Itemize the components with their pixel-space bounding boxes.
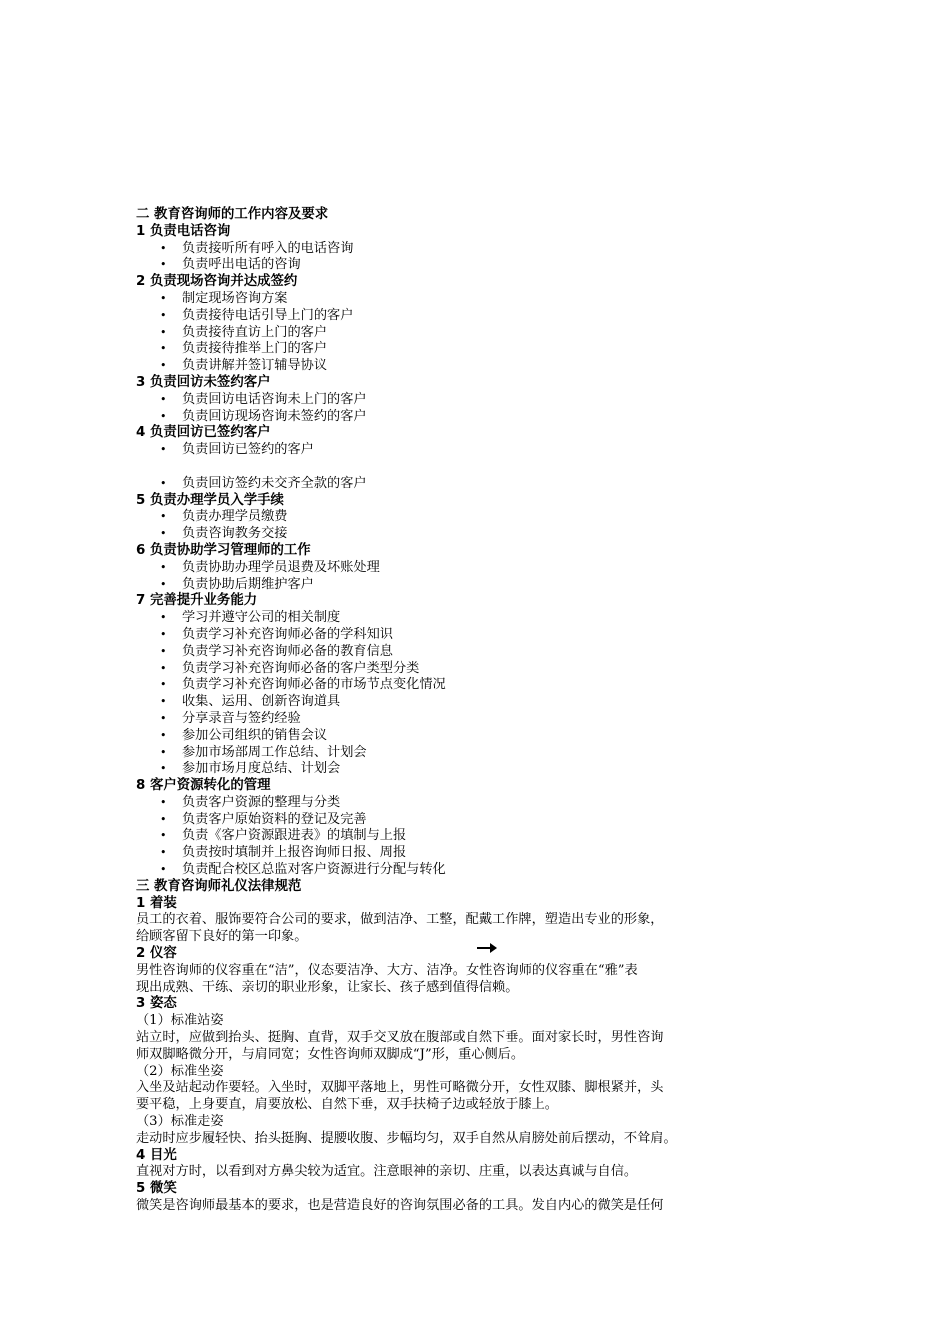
bullet-text: 负责协助办理学员退费及坏账处理 [182, 559, 380, 575]
bullet-icon: • [160, 258, 167, 272]
bullet-item [136, 526, 826, 543]
bullet-text: 参加公司组织的销售会议 [182, 727, 328, 743]
bullet-item [136, 409, 826, 426]
bullet-icon: • [160, 392, 167, 406]
bullet-item [136, 694, 826, 711]
bullet-icon: • [160, 678, 167, 692]
bullet-item [136, 711, 826, 728]
sub-heading: （1）标准站姿 [136, 1013, 224, 1029]
bullet-icon: • [160, 577, 167, 591]
bullet-icon: • [160, 627, 167, 641]
bullet-icon: • [160, 409, 167, 423]
arrow-right-icon [476, 942, 498, 954]
bullet-text: 参加市场部周工作总结、计划会 [182, 744, 367, 760]
bullet-icon: • [160, 510, 167, 524]
bullet-item [136, 661, 826, 678]
bullet-icon: • [160, 325, 167, 339]
bullet-item [136, 560, 826, 577]
group-heading: 8 客户资源转化的管理 [136, 778, 271, 794]
bullet-item [136, 627, 826, 644]
subsection-heading: 5 微笑 [136, 1181, 177, 1197]
paragraph-line: 走动时应步履轻快、抬头挺胸、提腰收腹、步幅均匀，双手自然从肩膀处前后摆动，不耸肩。 [136, 1130, 677, 1146]
bullet-item [136, 795, 826, 812]
bullet-item [136, 728, 826, 745]
bullet-text: 负责回访现场咨询未签约的客户 [182, 408, 367, 424]
bullet-item [136, 677, 826, 694]
blank-line [136, 459, 826, 476]
bullet-item [136, 308, 826, 325]
bullet-text: 分享录音与签约经验 [182, 710, 301, 726]
bullet-text: 负责讲解并签订辅导协议 [182, 358, 328, 374]
bullet-icon: • [160, 846, 167, 860]
paragraph-line: 要平稳，上身要直，肩要放松、自然下垂，双手扶椅子边或轻放于膝上。 [136, 1097, 558, 1113]
bullet-item [136, 241, 826, 258]
bullet-text: 负责咨询教务交接 [182, 526, 288, 542]
bullet-text: 负责客户原始资料的登记及完善 [182, 811, 367, 827]
bullet-icon: • [160, 527, 167, 541]
paragraph-line: 员工的衣着、服饰要符合公司的要求，做到洁净、工整，配戴工作牌，塑造出专业的形象， [136, 912, 664, 928]
bullet-item [136, 509, 826, 526]
subsection-heading: 2 仪容 [136, 946, 177, 962]
bullet-text: 负责学习补充咨询师必备的教育信息 [182, 643, 393, 659]
paragraph-line: 入坐及站起动作要轻。入坐时，双脚平落地上，男性可略微分开，女性双膝、脚根紧并，头 [136, 1080, 664, 1096]
bullet-icon: • [160, 359, 167, 373]
bullet-icon: • [160, 711, 167, 725]
paragraph-line: 师双脚略微分开，与肩同宽；女性咨询师双脚成“J”形，重心侧后。 [136, 1046, 525, 1062]
bullet-text: 负责接听所有呼入的电话咨询 [182, 240, 354, 256]
group-heading: 1 负责电话咨询 [136, 223, 231, 239]
bullet-text: 负责协助后期维护客户 [182, 576, 314, 592]
bullet-icon: • [160, 762, 167, 776]
group-heading: 4 负责回访已签约客户 [136, 425, 271, 441]
bullet-item [136, 392, 826, 409]
bullet-item [136, 291, 826, 308]
bullet-icon: • [160, 476, 167, 490]
section-title: 二 教育咨询师的工作内容及要求 [136, 207, 329, 222]
bullet-item [136, 325, 826, 342]
bullet-text: 负责接待电话引导上门的客户 [182, 307, 354, 323]
subsection-heading: 1 着装 [136, 895, 177, 911]
bullet-icon: • [160, 812, 167, 826]
bullet-text: 负责呼出电话的咨询 [182, 257, 301, 273]
bullet-item [136, 644, 826, 661]
group-heading: 7 完善提升业务能力 [136, 593, 258, 609]
bullet-item [136, 358, 826, 375]
bullet-text: 负责接待直访上门的客户 [182, 324, 328, 340]
paragraph-line: 现出成熟、干练、亲切的职业形象，让家长、孩子感到值得信赖。 [136, 979, 519, 995]
bullet-text: 学习并遵守公司的相关制度 [182, 610, 341, 626]
bullet-icon: • [160, 745, 167, 759]
bullet-icon: • [160, 443, 167, 457]
paragraph-line: 微笑是咨询师最基本的要求，也是营造良好的咨询氛围必备的工具。发自内心的微笑是任何 [136, 1198, 664, 1214]
bullet-icon: • [160, 241, 167, 255]
bullet-text: 负责学习补充咨询师必备的客户类型分类 [182, 660, 420, 676]
bullet-icon: • [160, 291, 167, 305]
section-title: 三 教育咨询师礼仪法律规范 [136, 878, 302, 894]
bullet-icon: • [160, 644, 167, 658]
bullet-item [136, 442, 826, 459]
bullet-text: 负责学习补充咨询师必备的学科知识 [182, 626, 393, 642]
group-heading: 2 负责现场咨询并达成签约 [136, 274, 298, 290]
subsection-heading: 3 姿态 [136, 996, 177, 1012]
bullet-text: 负责配合校区总监对客户资源进行分配与转化 [182, 862, 446, 878]
bullet-text: 负责接待推举上门的客户 [182, 341, 328, 357]
bullet-icon: • [160, 795, 167, 809]
bullet-text: 收集、运用、创新咨询道具 [182, 694, 341, 710]
bullet-text: 负责回访签约未交齐全款的客户 [182, 475, 367, 491]
bullet-text: 制定现场咨询方案 [182, 290, 288, 306]
bullet-text: 负责客户资源的整理与分类 [182, 794, 341, 810]
bullet-icon: • [160, 342, 167, 356]
bullet-item [136, 862, 826, 879]
bullet-item [136, 577, 826, 594]
bullet-text: 参加市场月度总结、计划会 [182, 761, 341, 777]
sub-heading: （3）标准走姿 [136, 1114, 224, 1130]
bullet-icon: • [160, 661, 167, 675]
paragraph-line: 给顾客留下良好的第一印象。 [136, 929, 308, 945]
bullet-text: 负责办理学员缴费 [182, 509, 288, 525]
bullet-item [136, 812, 826, 829]
bullet-item [136, 257, 826, 274]
document-body [136, 207, 826, 1215]
bullet-text: 负责《客户资源跟进表》的填制与上报 [182, 828, 407, 844]
bullet-item [136, 341, 826, 358]
bullet-icon: • [160, 863, 167, 877]
paragraph-line: 直视对方时，以看到对方鼻尖较为适宜。注意眼神的亲切、庄重，以表达真诚与自信。 [136, 1164, 638, 1180]
bullet-text: 负责学习补充咨询师必备的市场节点变化情况 [182, 677, 446, 693]
paragraph-line: 站立时，应做到抬头、挺胸、直背，双手交叉放在腹部或自然下垂。面对家长时，男性咨询 [136, 1030, 664, 1046]
bullet-item [136, 845, 826, 862]
group-heading: 3 负责回访未签约客户 [136, 374, 271, 390]
bullet-item [136, 745, 826, 762]
group-heading: 5 负责办理学员入学手续 [136, 492, 284, 508]
duty-groups [136, 224, 826, 879]
bullet-item [136, 828, 826, 845]
bullet-icon: • [160, 560, 167, 574]
sub-heading: （2）标准坐姿 [136, 1063, 224, 1079]
group-heading: 6 负责协助学习管理师的工作 [136, 542, 311, 558]
bullet-item [136, 476, 826, 493]
bullet-text: 负责按时填制并上报咨询师日报、周报 [182, 845, 407, 861]
bullet-icon: • [160, 829, 167, 843]
bullet-item [136, 610, 826, 627]
bullet-icon: • [160, 611, 167, 625]
bullet-icon: • [160, 308, 167, 322]
subsection-heading: 4 目光 [136, 1147, 177, 1163]
bullet-icon: • [160, 695, 167, 709]
bullet-icon: • [160, 728, 167, 742]
bullet-text: 负责回访电话咨询未上门的客户 [182, 391, 367, 407]
paragraph-line: 男性咨询师的仪容重在“洁”，仪态要洁净、大方、洁净。女性咨询师的仪容重在“雅”表 [136, 962, 638, 978]
bullet-item [136, 761, 826, 778]
bullet-text: 负责回访已签约的客户 [182, 442, 314, 458]
